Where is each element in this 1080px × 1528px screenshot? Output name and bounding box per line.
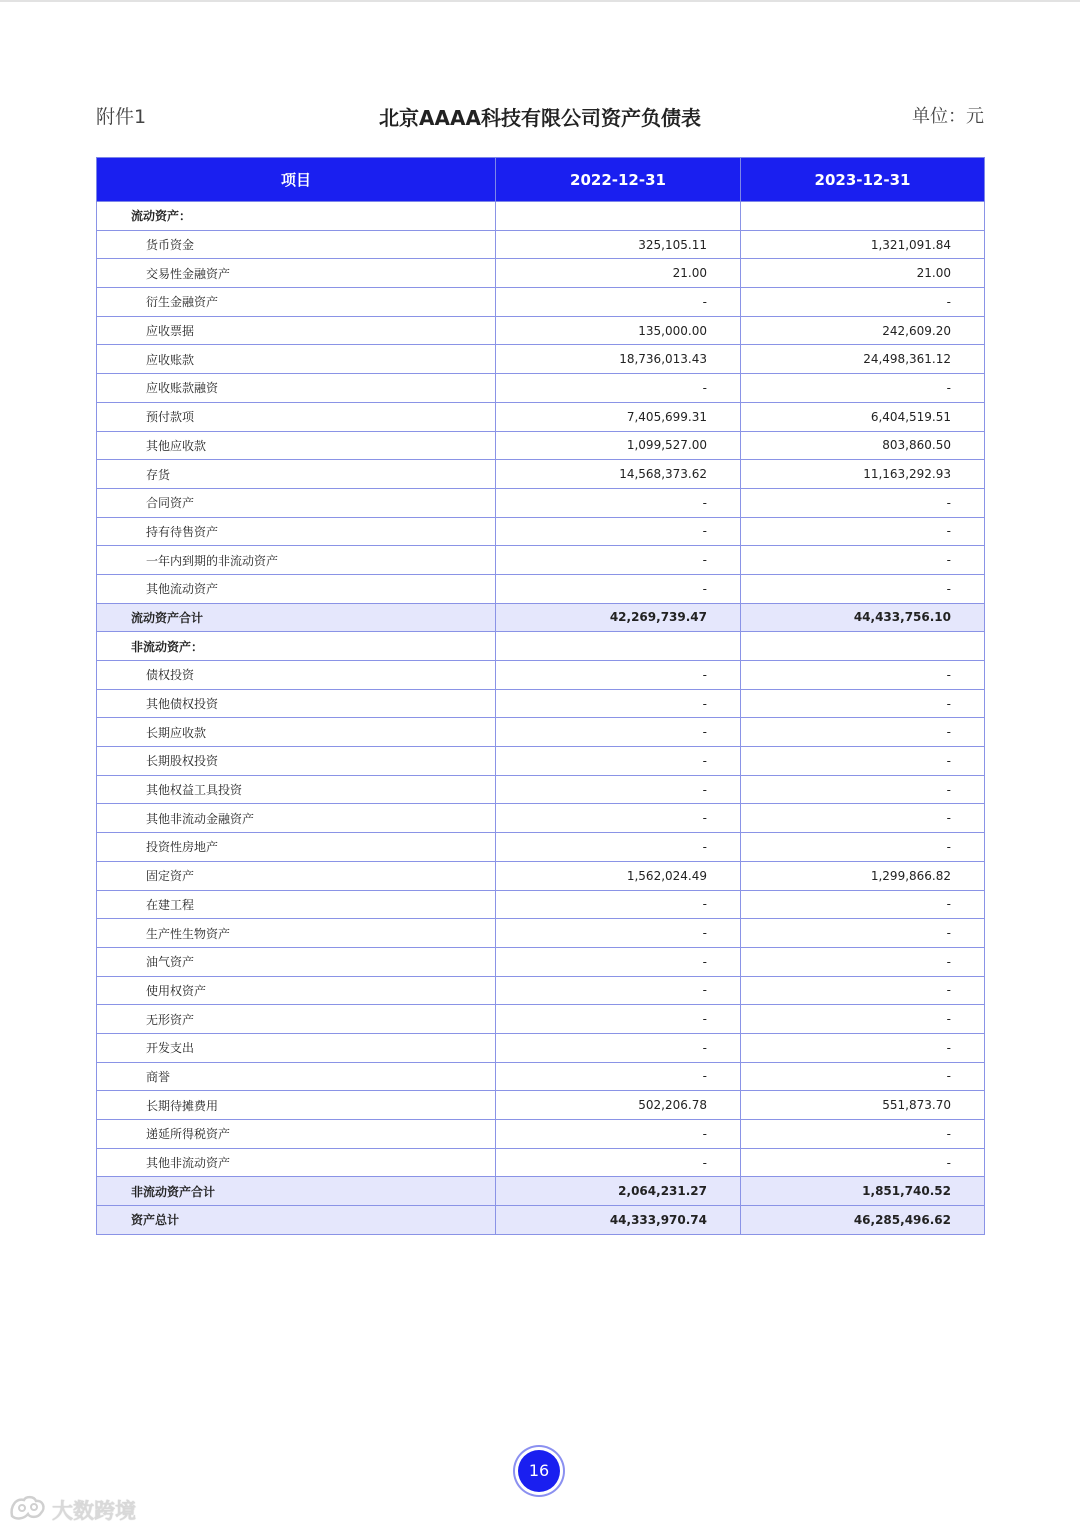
table-row: [97, 374, 985, 403]
value-2022-cell: -: [496, 747, 741, 776]
row-label-cell: 其他权益工具投资: [97, 775, 496, 804]
row-label-cell: 其他应收款: [97, 431, 496, 460]
table-row: [97, 1091, 985, 1120]
table-row: [97, 488, 985, 517]
value-2022-cell: -: [496, 804, 741, 833]
value-2023-cell: -: [741, 1062, 985, 1091]
value-2023-cell: -: [741, 947, 985, 976]
value-2022-cell: -: [496, 1148, 741, 1177]
row-label-cell: 投资性房地产: [97, 833, 496, 862]
value-2023-cell: 242,609.20: [741, 316, 985, 345]
row-label-cell: 其他非流动资产: [97, 1148, 496, 1177]
value-2022-cell: -: [496, 574, 741, 603]
row-label-cell: 应收票据: [97, 316, 496, 345]
value-2023-cell: -: [741, 747, 985, 776]
value-2023-cell: 44,433,756.10: [741, 603, 985, 632]
value-2022-cell: -: [496, 890, 741, 919]
row-label-cell: 无形资产: [97, 1005, 496, 1034]
watermark-text: 大数跨境: [52, 1499, 136, 1523]
table-row: [97, 661, 985, 690]
value-2023-cell: -: [741, 833, 985, 862]
value-2023-cell: 1,321,091.84: [741, 230, 985, 259]
table-row: [97, 230, 985, 259]
value-2022-cell: -: [496, 775, 741, 804]
table-row: [97, 1120, 985, 1149]
value-2023-cell: 24,498,361.12: [741, 345, 985, 374]
table-row: [97, 747, 985, 776]
row-label-cell: 债权投资: [97, 661, 496, 690]
value-2022-cell: -: [496, 1120, 741, 1149]
value-2022-cell: 7,405,699.31: [496, 402, 741, 431]
row-label-cell: 持有待售资产: [97, 517, 496, 546]
row-label-cell: 生产性生物资产: [97, 919, 496, 948]
value-2022-cell: -: [496, 1062, 741, 1091]
value-2022-cell: 18,736,013.43: [496, 345, 741, 374]
value-2023-cell: 803,860.50: [741, 431, 985, 460]
value-2023-cell: -: [741, 1120, 985, 1149]
row-label-cell: 油气资产: [97, 947, 496, 976]
column-header-item: 项目: [97, 158, 496, 202]
value-2022-cell: 135,000.00: [496, 316, 741, 345]
table-body: [97, 202, 985, 1235]
table-row: [97, 402, 985, 431]
value-2023-cell: 1,299,866.82: [741, 861, 985, 890]
table-row: [97, 288, 985, 317]
table-row: [97, 947, 985, 976]
row-label-cell: 应收账款融资: [97, 374, 496, 403]
row-label-cell: 递延所得税资产: [97, 1120, 496, 1149]
value-2023-cell: 551,873.70: [741, 1091, 985, 1120]
value-2023-cell: -: [741, 919, 985, 948]
table-row: [97, 833, 985, 862]
value-2023-cell: -: [741, 804, 985, 833]
value-2022-cell: 21.00: [496, 259, 741, 288]
value-2023-cell: 6,404,519.51: [741, 402, 985, 431]
value-2022-cell: 502,206.78: [496, 1091, 741, 1120]
value-2023-cell: -: [741, 1005, 985, 1034]
row-label-cell: 资产总计: [97, 1206, 496, 1235]
value-2022-cell: -: [496, 833, 741, 862]
section-row: [97, 632, 985, 661]
value-2022-cell: -: [496, 718, 741, 747]
balance-sheet-table: [96, 157, 985, 1235]
table-row: [97, 1062, 985, 1091]
table-row: [97, 1148, 985, 1177]
value-2022-cell: -: [496, 947, 741, 976]
column-header-2023: 2023-12-31: [741, 158, 985, 202]
row-label-cell: 其他非流动金融资产: [97, 804, 496, 833]
row-label-cell: 其他流动资产: [97, 574, 496, 603]
value-2022-cell: [496, 632, 741, 661]
value-2022-cell: 1,099,527.00: [496, 431, 741, 460]
row-label-cell: 流动资产合计: [97, 603, 496, 632]
top-divider: [0, 0, 1080, 2]
value-2022-cell: 325,105.11: [496, 230, 741, 259]
value-2022-cell: -: [496, 976, 741, 1005]
watermark-logo-icon: [8, 1494, 48, 1522]
row-label-cell: 开发支出: [97, 1033, 496, 1062]
value-2022-cell: -: [496, 374, 741, 403]
total-row: [97, 1177, 985, 1206]
value-2022-cell: -: [496, 661, 741, 690]
value-2022-cell: 1,562,024.49: [496, 861, 741, 890]
row-label-cell: 非流动资产：: [97, 632, 496, 661]
row-label-cell: 流动资产：: [97, 202, 496, 231]
row-label-cell: 一年内到期的非流动资产: [97, 546, 496, 575]
row-label-cell: 衍生金融资产: [97, 288, 496, 317]
row-label-cell: 长期待摊费用: [97, 1091, 496, 1120]
row-label-cell: 预付款项: [97, 402, 496, 431]
table-row: [97, 976, 985, 1005]
row-label-cell: 应收账款: [97, 345, 496, 374]
table-row: [97, 718, 985, 747]
value-2023-cell: -: [741, 517, 985, 546]
row-label-cell: 存货: [97, 460, 496, 489]
table-row: [97, 316, 985, 345]
value-2022-cell: -: [496, 1005, 741, 1034]
table-row: [97, 861, 985, 890]
value-2023-cell: -: [741, 661, 985, 690]
value-2023-cell: -: [741, 488, 985, 517]
value-2022-cell: -: [496, 546, 741, 575]
row-label-cell: 长期股权投资: [97, 747, 496, 776]
table-row: [97, 804, 985, 833]
value-2022-cell: 14,568,373.62: [496, 460, 741, 489]
table-row: [97, 689, 985, 718]
value-2023-cell: -: [741, 574, 985, 603]
attachment-label: 附件1: [96, 106, 147, 128]
value-2023-cell: -: [741, 1148, 985, 1177]
table-row: [97, 919, 985, 948]
value-2023-cell: 1,851,740.52: [741, 1177, 985, 1206]
value-2023-cell: -: [741, 1033, 985, 1062]
row-label-cell: 交易性金融资产: [97, 259, 496, 288]
value-2023-cell: -: [741, 288, 985, 317]
value-2023-cell: -: [741, 976, 985, 1005]
total-row: [97, 1206, 985, 1235]
total-row: [97, 603, 985, 632]
row-label-cell: 使用权资产: [97, 976, 496, 1005]
value-2022-cell: [496, 202, 741, 231]
row-label-cell: 其他债权投资: [97, 689, 496, 718]
value-2022-cell: -: [496, 517, 741, 546]
value-2023-cell: -: [741, 374, 985, 403]
row-label-cell: 固定资产: [97, 861, 496, 890]
value-2022-cell: -: [496, 919, 741, 948]
row-label-cell: 非流动资产合计: [97, 1177, 496, 1206]
value-2022-cell: 44,333,970.74: [496, 1206, 741, 1235]
row-label-cell: 在建工程: [97, 890, 496, 919]
page-number-badge: 16: [518, 1450, 560, 1492]
table-row: [97, 890, 985, 919]
value-2023-cell: 11,163,292.93: [741, 460, 985, 489]
unit-label: 单位：元: [912, 106, 984, 127]
value-2022-cell: -: [496, 689, 741, 718]
row-label-cell: 货币资金: [97, 230, 496, 259]
column-header-2022: 2022-12-31: [496, 158, 741, 202]
table-header-row: [97, 158, 985, 202]
table-row: [97, 431, 985, 460]
value-2023-cell: -: [741, 890, 985, 919]
row-label-cell: 商誉: [97, 1062, 496, 1091]
table-row: [97, 517, 985, 546]
value-2023-cell: 21.00: [741, 259, 985, 288]
value-2023-cell: 46,285,496.62: [741, 1206, 985, 1235]
table-row: [97, 775, 985, 804]
table-row: [97, 1005, 985, 1034]
value-2022-cell: -: [496, 1033, 741, 1062]
value-2023-cell: -: [741, 775, 985, 804]
table-row: [97, 460, 985, 489]
table-row: [97, 546, 985, 575]
table-row: [97, 1033, 985, 1062]
value-2022-cell: 42,269,739.47: [496, 603, 741, 632]
value-2022-cell: -: [496, 488, 741, 517]
table-row: [97, 345, 985, 374]
value-2023-cell: -: [741, 546, 985, 575]
page-title: 北京AAAA科技有限公司资产负债表: [379, 106, 701, 130]
value-2022-cell: -: [496, 288, 741, 317]
value-2023-cell: -: [741, 689, 985, 718]
table-row: [97, 259, 985, 288]
value-2022-cell: 2,064,231.27: [496, 1177, 741, 1206]
document-header: [96, 100, 984, 132]
row-label-cell: 合同资产: [97, 488, 496, 517]
section-row: [97, 202, 985, 231]
value-2023-cell: [741, 632, 985, 661]
row-label-cell: 长期应收款: [97, 718, 496, 747]
value-2023-cell: -: [741, 718, 985, 747]
value-2023-cell: [741, 202, 985, 231]
table-row: [97, 574, 985, 603]
